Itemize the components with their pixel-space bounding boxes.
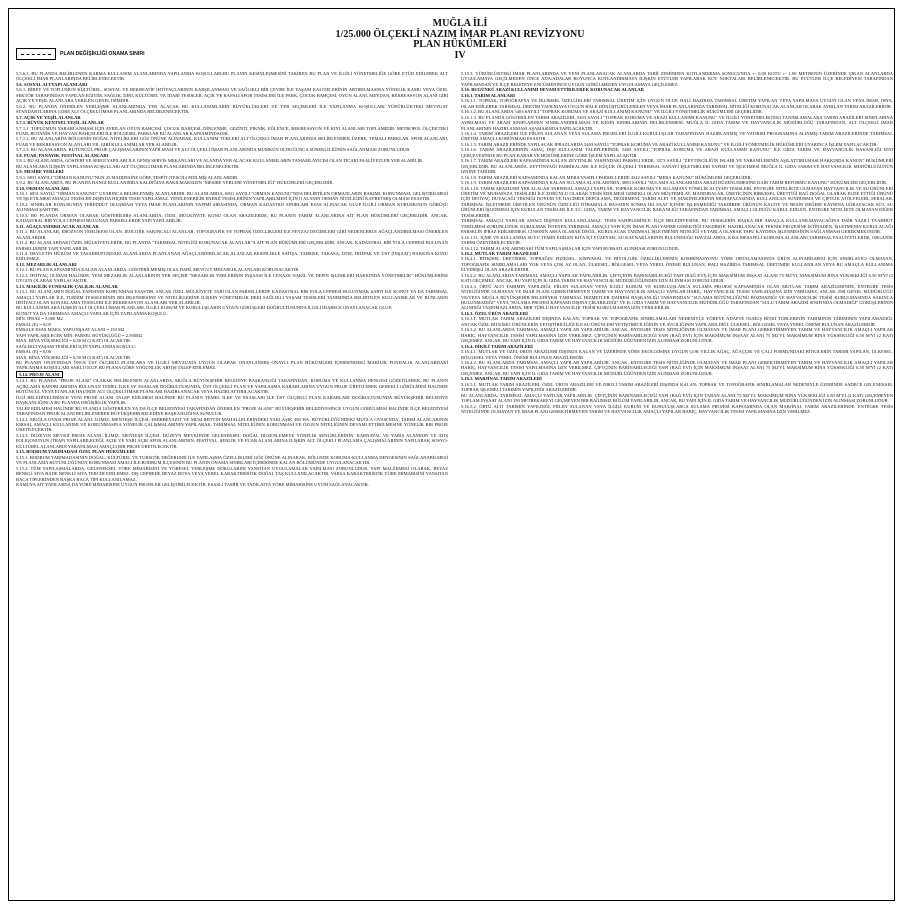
paragraph: 5.15.3. YÜRÜRLÜKTEKİ İMAR PLANLARINDA VE YENİ PLANLANACAK ALANLARDA TABİİ ZEMİNDEN KOTLANDIRMA SONUCUNDA +- 0.00 KOTU +- 1.00 METRENİN ÜZERİNDE ÇIKAN ALANLARDA UYGULAMAYA GEÇİLMEDEN ÖNCE ADA/ADALAR BOYUNCA KOTLANDIRMAYA İLİŞKİN ETÜTLER YAPILARAK KOT NOKTALARI BELİRLENECEKTİR. BU ETÜTLER İLÇE BELEDİYESİ TARAFINDAN YAPILMADAN VE İLÇE BELEDİYE ENCÜMENİNCE UYGUN GÖRÜLMEDEN UYGULAMAYA GEÇİLEMEZ.: [461, 71, 893, 87]
paragraph: 5.16.1.6. TARIM ARAZİLERİNİN AMAÇ DIŞI KULLANIM TALEPLERİNDE, 5403 SAYILI "TOPRAK KORUMA VE ARAZİ KULLANIMI KANUNU" İLE GIDA TARIM VE HAYVANCILIK BAKANLIĞI İZNİ ÇERÇEVESİNDE BU PLAN KARAR VE HÜKÜMLERİNE GÖRE İŞLEM YAPILACAKTIR.: [461, 147, 893, 158]
paragraph: 5.11.2. BU ALANLARDAKİ ÖZEL MÜLKİYETLERDE, BU PLANDA "TARIMSAL NİTELİĞİ KORUNACAK ALANLAR"A AİT PLAN HÜKÜMLERİ GEÇERLİDİR. ANCAK, KADASTRAL BİR YOLA CEPHESİ BULUNAN PARSELLERDE YAPI YAPILABİLİR.: [16, 240, 448, 251]
section-heading: 5.9. MESİRE YERLERİ: [16, 169, 64, 175]
paragraph: 5.16.1.11. İÇME VE KULLANMA SUYU TEMİN EDİLEN KITA İÇİ YÜZEYSEL SU KAYNAKLARININ BULUNDUĞU HAVZALARDA, KISA MESAFELİ KORUMA ALANLARI TARIMSAL FAALİYETLERDE, ORGANİK TARIM ÖZENDİRİLECEKTİR.: [461, 234, 893, 246]
section-heading: 5.16.1. TARIM ALANLARI: [461, 92, 516, 98]
paragraph: KAMUYA AİT YAPILARDA DA YÖRE MİMARİSİNE UYGUN PROJELER GELİŞTİRİLECEKTİR. ESASLI TAMİR VE TADİLATTA YÖRE MİMARİSİNE UYUM SAĞLANACAKTIR.: [16, 481, 369, 487]
paragraph: 5.16.2.2. BU ALANLARDA TARIMSAL AMAÇLI YAPILAR YAPILABİLİR. ÇİFTÇİNİN BARINABİLECEĞİ YAPI (BAĞ EVİ) İÇİN MAKSİMUM İNŞAAT ALANI 75 M2'Yİ, MAKSİMUM BİNA YÜKSEKLİĞİ 6.50 M'Yİ (2 KAT) GEÇEMEZ. ANCAK, BU YAPI İÇİN İL GIDA TARIM VE HAYVANCILIK MÜDÜRLÜĞÜNDEN İZİN ALINMASI ZORUNLUDUR.: [461, 272, 893, 284]
paragraph: SAĞLIKLI YAŞAM TESİSLERİ İÇİN YAPILANMA KOŞULU:: [16, 343, 136, 349]
section-heading: 5.16. BUGÜNKÜ ARAZİ KULLANIMI DEVAM ETTİRİLEREK KORUNACAK ALANLAR: [461, 87, 644, 93]
legend: [16, 48, 145, 60]
section-heading: 5.16.3. ÖZEL ÜRÜN ARAZİLERİ: [461, 310, 528, 316]
paragraph: 5.10.3. BU PLANDA ORMAN OLARAK GÖSTERİLMİŞ ALANLARDA, ÖZEL MÜLKİYETE KONU OLAN ARAZİLERDE, BU PLANIN TARIM ALANLARINA AİT PLAN HÜKÜMLERİ GEÇERLİDİR. ANCAK, KADASTRAL BİR YOLA CEPHESİ BULUNAN PARSELLERDE YAPI YAPILABİLİR.: [16, 212, 448, 224]
paragraph: 5.16.1.3. BU PLANDA GÖSTERİLEN TARIM ARAZİLERİ, 5403 SAYILI "TOPRAK KORUMA VE ARAZİ KULLANIMI KANUNU" VE İLGİLİ YÖNETMELİKTEKİ TANIMLAMALARA TARIM ARAZİLERİ SINIFLARINA AYRILMASI VE ARAZİ SINIFLARININ SINIRLANDIRILMASI VE KESİN SINIRLARININ BELİRLENMESİ, MUĞLA İL GIDA TARIM VE HAYVANCILIK MÜDÜRLÜĞÜ TARAFINDAN, ALT ÖLÇEKLİ İMAR PLANLARININ HAZIRLANMASI AŞAMASINDA YAPILACAKTIR.: [461, 114, 893, 131]
province-title: MUĞLA İLİ: [432, 18, 488, 29]
paragraph: 5.16.3.1. MUTLAK TARIM ARAZİLERİ DIŞINDA KALAN; TOPRAK VE TOPOGRAFİK SINIRLAMALARI NEDENİYLE YÖREYE ADAPTE OLMUŞ BİTKİ TÜRLERİNİN TARIMININ TARIMININ YAPILAMADIĞI, ANCAK ÖZEL BİTKİSEL ÜRÜNLERİN YETİŞTİRİCİLİĞİ İLE SU ÜRÜNLERİ YETİŞTİRİCİLİĞİNİN VE AVCILIĞININ YAPILABİLDİĞİ, ÜLKESEL, BÖLGESEL VEYA YEREL ÖNEMİ BULUNAN ARAZİLERDİR.: [461, 316, 893, 327]
paragraph: 5.11.3. DEVLETİN HÜKÜM VE TASARRUFUNDAKİ ALANLARDA PLANLANAN AĞAÇLANDIRILACAK ALANLAR KESİNLİKLE SATIŞA, TAHSİSE, TAKASA, İZNE, İRTİFAK VE ÜST (İNŞAAT) HAKKINA KONU EDİLEMEZ.: [16, 250, 448, 262]
paragraph: 5.9.2. BU ALANLARDA, BU PLANDA HANGİ KULLANIMDA KALDIĞINA BAKILMAKSIZIN "MESİRE YERLERİ YÖNETMELİĞİ" HÜKÜMLERİ GEÇERLİDİR.: [16, 180, 334, 186]
paragraph: 5.5.6.3. BU PLANDA BELİRLENEN KARMA KULLANIM ALANLARINDA YAPILANMA KOŞULLARI;BU PLANIN KESİNLEŞMESİNİ TAKİBEN BU PLAN VE İLGİLİ YÖNETMELİĞE GÖRE ETÜD EDİLEREK ALT ÖLÇEKLİ İMAR PLANLARINDA BELİRLENECEKTİR.: [16, 71, 448, 82]
page-header: [300, 19, 620, 61]
section-heading: 5.7. AÇIK VE YEŞİL ALANLAR: [16, 114, 81, 120]
paragraph: 5.16.5.2. ÖRTÜ ALTI TARIMIN YAPILDIĞI, FİİLEN SULANAN VEYA İLGİLİ KURUM VE KURULUŞLARCA SULAMA PROJESİ KAPSAMINDA OLAN MARJİNAL TARIM ARAZİLERİNDE, ENTEGRE TESİS NİTELİĞİNDE OLMAYAN VE İMAR PLANI GEREKTİRMEYEN TARIM VE HAYVANCILIK AMAÇLI YAPILAR HARİÇ, HAYVANCILIK TESİSİ YAPILMASINA İZİN VERİLMEZ.: [461, 403, 893, 415]
section-heading: 5.16.5. MARJİNAL TARIM ARAZİLERİ: [461, 376, 542, 382]
paragraph: 5.16.4.1. MUTLAK VE ÖZEL ÜRÜN ARAZİLERİ DIŞINDA KALAN VE ÜZERİNDE YÖRE EKOLOJİSİNE UYGUN ÇOK YILLIK AĞAÇ, AĞAÇÇIK VE ÇALI FORMUNDAKİ BİTKİLERİN TARIMI YAPILAN, ÜLKESEL, BÖLGESEL VEYA YEREL ÖNEMİ BULUNAN ARAZİLERDİR.: [461, 349, 893, 360]
section-heading: 5.10. ORMAN ALANLARI: [16, 185, 70, 191]
paragraph: TALEP EDİLMESİ HALİNDE BU PLANDA GÖSTERİLEN YA DA İLÇE BELEDİYESİ TARAFINDAN ÖNERİLEN "PROJE ALANI" BÜYÜKŞEHİR BELEDİYESİNCE UYGUN GÖRÜLMESİ HALİNDE İLÇE BELEDİYESİ TARAFINDAN PROJE ALANI BELİRLENEREK BÜYÜKŞEHİR BELEDİYE BAŞKANLIĞINA SUNULUR.: [16, 405, 448, 417]
paragraph: YAPI YAPILABİLECEK MİN. PARSEL BÜYÜKLÜĞÜ = 2.500M2: [16, 332, 143, 338]
paragraph: EMSAL (E) = 0,05: [16, 321, 51, 327]
paragraph: 5.16.1.1. TOPRAK, TOPOĞRAFYA VE İKLİMSEL ÖZELLİKLERİ TARIMSAL ÜRETİM İÇİN UYGUN OLUP, HALİ HAZIRDA TARIMSAL ÜRETİM YAPILAN VEYA YAPILMAYA UYGUN OLAN VEYA İMAR, İHYA, ISLAH EDİLEREK TARIMSAL ÜRETİM YAPILMAYA UYGUN HALE DÖNÜŞTÜRÜLEBİLEN VEYA İMAR PLANLARINDA TARIMSAL NİTELİĞİ KORUNACAK ALANLAR OLARAK AYRILAN TARIM ARAZİLERİDİR.: [461, 98, 893, 109]
plan-title: 1/25.000 ÖLÇEKLİ NAZIM İMAR PLANI REVİZYONU: [335, 28, 585, 40]
paragraph: 5.16.2.1. BİTKİSEL ÜRETİMDE, TOPRAĞIN FİZİKSEL, KİMYASAL VE BİYOLOJİK ÖZELLİKLERİNİN KOMBİNASYONU YÖRE ORTALAMASINDA ÜRÜN ALINABİLMESİ İÇİN SINIRLAYICI OLMAYAN, TOPOĞRAFİK SINIRLAMALARI YOK VEYA ÇOK AZ OLAN, ÜLKESEL, BÖLGESEL VEYA YEREL ÖNEMİ BULUNAN, HALİ HAZIRDA TARIMSAL ÜRETİMDE KULLANILAN VEYA BU AMAÇLA KULLANIMA ELVERİŞLİ OLAN ARAZİLERDİR.: [461, 256, 893, 273]
paragraph: 5.13.1. BU ALANLARIN DOĞAL YAPISININ KORUNMASI ESASTIR. ANCAK ÖZEL MÜLKİYETE TABİ OLAN PARSELLERDE KADASTRAL BİR YOLA CEPHESİ BULUNMAK ŞARTI İLE KONUT YA DA TARIMSAL AMAÇLI YAPILAR İLE, TURİZM TESİSLERİNİN BELİRLENMESİNE VE NİTELİKLERİNE İLİŞKİN YÖNETMELİK DEKİ SAĞLIKLI YAŞAM TESİSLERİ TANIMINDA BELİRTİLEN KULLANIMLAR VE BUNLARIN İHTİYACI OLAN KONAKLAMA TESİSLERİ İLE REKREASYON ALANLARI YER ALABİLİR.: [16, 289, 448, 306]
paragraph: MİN. İFRAZ = 5.000 M2: [16, 316, 63, 322]
paragraph: BU KULLANIMLARA İLİŞKİN ALT ÖLÇEKLİ İMAR PLANLARI, İLGİLİ KURUM VE KURULUŞLARIN UYGUN GÖRÜŞLERİ DOĞRULTUSUNDA İLGİLİ İDARECE ONAYLANACAK OLUP;: [16, 305, 393, 311]
paragraph: 5.16.2.3. ÖRTÜ ALTI TARIMIN YAPILDIĞI, FİİLEN SULANAN VEYA İLGİLİ KURUM VE KURULUŞLARCA SULAMA PROJESİ KAPSAMINDA OLAN MUTLAK TARIM ARAZİLERİNDE, ENTEGRE TESİS NİTELİĞİNDE OLMAYAN VE İMAR PLANI GEREKTİRMEYEN TARIM VE HAYVANCILIK AMAÇLI YAPILAR HARİÇ, HAYVANCILIK TESİSİ YAPILMASINA İZİN VERİLMEZ. ANCAK, DSİ GENEL MÜDÜRLÜĞÜ VE/VEYA MUĞLA BÜYÜKŞEHİR BELEDİYESİ TARIMSAL HİZMETLER DAİRESİ BAŞKANLIĞI TARAFINDAN "SULAMA BÜTÜNLÜĞÜNÜ BOZMADIĞI VE HAYVANCILIK TESİSİ KURULMASINDA SAKINCA BULUNMADIĞI" VEYA "SULAMA PROJESİ KAPSAMI DIŞINA ÇIKARILDIĞI" VE İL GIDA TARIM VE HAYVANCILIK MÜDÜRLÜĞÜ TARAFINDAN "SULU TARIM ARAZİSİ SINIFINDA OLMADIĞI" GÖRÜŞLERİNİN ALINDIĞI TAŞINMAZLARDA, HER TÜRLÜ HAYVANCILIK TESİSİ KURULMASINA İZİN VERİLEBİLİR.: [461, 283, 893, 311]
paragraph: 5.12.1. BU PLAN KAPSAMINDA KALAN ALANLARDA, GÖSTERİLMEMİŞ OLSA DAHİ, MEVCUT MEZARLIK ALANLARI KORUNACAKTIR.: [16, 267, 300, 273]
paragraph: 5.6.1. BİREY VE TOPLUMUN KÜLTÜREL, SOSYAL VE REKREATİF İHTİYAÇLARININ KARŞILANMASI VE SAĞLIKLI BİR ÇEVRE İLE YAŞAM KALİTELERİNİN ARTIRILMASINA YÖNELİK KAMU VEYA ÖZEL SEKTÖR TARAFINDAN YAPILAN EĞİTİM, SAĞLIK, DİNİ, KÜLTÜREL VE İDARİ TESİSLER, AÇIK VE KAPALI SPOR TESİSLERİ İLE PARK, ÇOCUK BAHÇESİ, OYUN ALANI, MEYDAN, REKREASYON ALANI GİBİ AÇIK VE YEŞİL ALANLARA VERİLEN GENEL İSİMDİR.: [16, 87, 448, 104]
paragraph: 5.16.1.9. TARIM ARAZİLERİ KAPSAMINDA KALAN SULAMA ALANLARINDA, 3083 SAYILI "SULAMA ALANLARINDA ARAZİ DÜZENLEMESİNE DAİR TARIM REFORMU KANUNU" HÜKÜMLERİ GEÇERLİDİR.: [461, 180, 888, 186]
paragraph: TARIMSAL AMAÇLI YAPILAR AMACI DIŞINDA KULLANILAMAZ. TESİS SAHİPLERİNCE, İLÇE BELEDİYESİNE, BU TESİSLERİN BAŞKA BİR AMAÇLA KULLANILMAYACAĞINA DAİR YAZILI TAAHHÜT VERİLMESİ ZORUNLUDUR. KURULMAK İSTENEN TARIMSAL AMAÇLI YAPI İÇİN İMAR PLANI YAPIMI GEREKTİĞİ TAKDİRDE, HAZIRLANACAK TEKNİK PROJESİNE İSTİNADEN, İŞLETMENİN KURULACAĞI PARSELİN İFRAZ EDİLMEMESİ, CİNSİNİN ARSA OLARAK DEĞİL, KURULACAK TARIMSAL İŞLETMENİN NİTELİĞİ VE TARLA OLARAK TAPU KAYDINA İŞLENMESİNİN SAĞLANMASI GEREKMEKTEDİR.: [461, 218, 893, 235]
paragraph: 5.16.1.12. TARIM ALANLARINDAKİ TÜM YAPILAŞMALAR İÇİN YAPI RUHSATI ALINMASI ZORUNLUDUR.: [461, 245, 680, 251]
paragraph: 5.6.2. BU PLANDA ÖNERİLEN YERLEŞME ALANLARINDA YER ALACAK BU KULLANIMLARIN BÜYÜKLÜKLERİ VE YER SEÇİMLERİ İLE YAPILANMA KOŞULLARI YÜRÜRLÜKTEKİ MEVZUAT STANDARTLARINA GÖRE ALT ÖLÇEKLİ İMAR PLANLARINDA BELİRLENECEKTİR.: [16, 103, 448, 115]
paragraph: 5.9.1. 6831 SAYILI "ORMAN KANUNU"NUN 25 MADDESİNE GÖRE TESPİT (TESCİL) EDİLMİŞ ALANLARDIR.: [16, 174, 239, 180]
paragraph: 5.16.1.10. TARIM ARAZİLERİ YER ALACAK TARIMSAL AMAÇLI YAPILAR, TOPRAK KORUMA VE SULAMAYA YÖNELİK ALTYAPI TESİSLERİ, ENTEGRE NİTELİKTE OLMAYAN HAYVANCILIK VE SU ÜRÜNLERİ ÜRETİM VE MUHAFAZA TESİSLERİ İLE ZORUNLU OLARAK TESİS EDİLMESİ GEREKLİ OLAN MÜŞTEMİLAT, MANDIRALAR, ÜRETİCİNİN BİRKESEL ÜRETTİĞİ BAĞ DOĞAL OLARAK ELDE ETTİĞİ ÜRÜNÜ İÇİN İHTİYAÇ DUYACAĞI TEKNİĞİ DOYUM VE HACİMDE DEPOLAMA, DEĞİRMENİ, TARIM ALET VE MAKİNELERİNİN MUHAFAZASINDA KULLANILAN SUNDURMA VE ÇİFTLİK ATÖLYELERİ, SERALAR, TARIMSAL İŞLETMEDE ÜRETİLEN ÜRÜNÜN ÖZELLİĞİ İTİBARIYLA HASADIN SONRA İKİ SAAT İÇİNDE İŞLENMEDİĞİ TAKDİRDE ÜRÜNÜN KALİTE VE BESİN DEĞERİ KAYBINA UĞRAYACAK SÜT, SU ÜRÜNLERİ İŞLENMESİ İÇİN KURULAN TESİSLER İLE T.C. GIDA, TARIM VE HAYVANCILIK BAKANLIĞI TARAFINDAN TARIMSAL AMAÇLI OLDUĞU KABUL EDİLEN, ENTEGRE NİTELİKTE OLMAYAN DİĞER TESİSLERDİR.: [461, 185, 893, 218]
plan-subtitle: PLAN HÜKÜMLERİ: [413, 39, 507, 50]
paragraph: 5.12.2. İHTİYAÇ OLMASI HALİNDE, YENİ MEZARLIK ALANLARININ YER SEÇİMİ "MEZARLIK YERLERİNİN İNŞAASI İLE CENAZE NAKİL VE DEFİN İŞLEMLERİ HAKKINDA YÖNETMELİK" HÜKÜMLERİNE UYGUN OLARAK YAPILACAKTIR.: [16, 272, 448, 284]
left-column: [16, 71, 448, 897]
paragraph: İLGİ BELEDİYELERİNCE YENİ PROJE ALANI TALEP EDİLMESİ HALİNDE BU PLANIN TEMEL İLKE VE ESASLARI İLE ÜST ÖLÇEKLİ PLAN KARARLARI DOĞRULTUSUNDA BÜYÜKŞEHİR BELEDİYE BAŞKANLIĞINCA BU PLANDA DEĞİŞİKLİK YAPILIR.: [16, 394, 448, 406]
paragraph: 5.16.4.2. BU ALANLARDA TARIMSAL AMAÇLI YAPILAR YAPILABİLİR. ANCAK, ENTEGRE TESİS NİTELİĞİNDE OLMAYAN VE İMAR PLANI GEREKTİRMEYEN TARIM VE HAYVANCILIK AMAÇLI YAPILAR HARİÇ, HAYVANCILIK TESİSİ YAPILMASINA İZİN VERİLMEZ. ÇİFTÇİNİN BARINABİLECEĞİ YAPI (BAĞ EVİ) İÇİN MAKSİMUM İNŞAAT ALANI 75 M2'Yİ, MAKSİMUM BİNA YÜKSEKLİĞİ 6.50 M'Yİ (2 KAT) GEÇEMEZ. ANCAK, BU YAPI İÇİN İL GIDA TARIM VE HAYVANCILIK MÜDÜRLÜĞÜNDEN İZİN ALINMASI ZORUNLUDUR.: [461, 360, 893, 376]
legend-label: PLAN DEĞİŞİKLİĞİ ONAMA SINIRI: [60, 51, 145, 57]
paragraph: 5.15.1. BODRUM YARIMADASININ DOĞAL, KÜLTÜREL VE TURİSTİK DEĞERLERİ İLE YAPILAŞMA ÖZELLİKLERİ GÖZ ÖNÜNE ALINARAK, BÖLGEDE KORUMA-KULLANMA DENGESİNİN SAĞLANABİLMESİ VE PLANLAMA BÜTÜNLÜĞÜNÜN KORUNMASI AMACI İLE BODRUM İLÇESİNİN BU PLANIN ONAMA SINIRLARI İÇERİSİNDE KALAN BÖLÜMÜNDE UYGULANACAKTIR.: [16, 454, 448, 466]
paragraph: 5.14.1. BU PLANDA "PROJE ALANI" OLARAK BELİRLENEN ALANLARDA, MUĞLA BÜYÜKŞEHİR BELEDİYE BAŞKANLIĞI TARAFINDAN, KORUMA VE KULLANMA DENGESİ GÖZETİLEREK, BU PLANIN AÇIKLAMA RAPORLARINDA BULUNAN TEMEL İLKE VE ESASLAR DOĞRULTUSUNDA, ÜST ÖLÇEKLİ PLAN VE YAPILAŞMA KARARLARINA UYGUN PROJE ÜRETİLEREK GEREKLİ GÖRÜLMESİ HALİNDE BÜTÜNCÜL VEYA ETAPLAR HALİNDE ALT ÖLÇEKLİ İMAR PLANLARI HAZIRLANACAK VEYA HAZIRLATTIRILACAKTIR.: [16, 378, 448, 395]
section-heading: 5.15. BODRUM YARIMADASI ÖZEL PLAN HÜKÜMLERİ: [16, 449, 135, 455]
paragraph: 5.16.1.5. TARIM ARAZİLERİNDE YAPILACAK İFRAZLARDA 5403 SAYILI "TOPRAK KORUMA VE ARAZİ KULLANIMI KANUNU" VE İLGİLİ YÖNETMELİK HÜKÜMLERİ UYARINCA İŞLEM YAPILACAKTIR.: [461, 141, 878, 147]
paragraph: 5.14.3. DÜZEYIN MEVKİİ PROJE ALANI: İLİMİZ, MENTEŞE İLÇESİ, DÜZEYN MEVKİİNDE GELENEKSEL DOĞAL DÜZENLEMEYE YÖNELİK ŞENLİKLERİNİN, KARNAVAL VE YARIŞ ALANININ VE ATIŞ POLİGONUNUN (TRAP) YAPILABİLECEĞİ, AÇIK VE YARI AÇIK SPOR ALANLARININ, FESTİVAL, ŞENLİK VE FUAR ALANLARINA İLİŞKİN ALT ÖLÇEKLİ PLANLAMA ÇALIŞMALARININ YAPILARAK SOSYO-KÜLTÜREL ALANLARIN YARATILMASI AMAÇLI BİR PROJE ÜRETİLECEKTİR.: [16, 432, 448, 449]
paragraph: MAX. BİNA YÜKSEKLİĞİ = 6,50 M (2 KAT) OLACAKTIR.: [16, 338, 132, 344]
section-heading: 5.7.1. BÜYÜK KENTSEL YEŞİL ALANLAR: [16, 120, 104, 126]
boxed-heading: 5.14. PROJE ALANI: [16, 371, 63, 378]
right-column: [461, 71, 893, 897]
paragraph: 5.10.1. 6831 SAYILI "ORMAN KANUNU" UYARINCA BELİRLENMİŞ ALANLARDIR. BU ALANLARDA, 6831 SAYILI "ORMAN KANUNU"NDA BELİRTİLEN ORMANLARIN BAKIMI, KORUNMASI, GELİŞTİRİLMESİ VE İŞLETİLMESİ AMAÇLI TESİSLER DIŞINDA HİÇBİR TESİS YAPILAMAZ. YENİLENEBİLİR ENERJİ TESİSLERİNİN YAPILABİLMESİ İÇİN O ALANIN ORMAN NİTELİĞİNİ KAYBETMİŞ OLMASI ESASTIR.: [16, 190, 448, 202]
paragraph: 5.7.1.2. BU ALANLARDA BÖLGENİN DOĞAL NİTELİKLERİ GÖZ ÖNÜNE ALINARAK, KULLANIM TÜRLERİ ALT ÖLÇEKLİ İMAR PLANLARINDA BELİRLENMEK ÜZERE, TEMALI PARKLAR, SPOR ALANLARI, FUAR VE REKREASYON ALANLARI VB. GİBİ KULLANIMLAR YER ALABİLİR.: [16, 136, 448, 147]
section-heading: [16, 371, 448, 378]
paragraph: BU ALANLARA İLİŞKİN YAPILANMA KOŞULLARI ALT ÖLÇEKLİ İMAR PLANLARINDA BELİRLENECEKTİR.: [16, 163, 240, 169]
paragraph: 5.7.1.1. TOPLUMUN YARARLANMASI İÇİN AYRILAN OYUN BAHÇESİ, ÇOCUK BAHÇESİ, DİNLENME, GEZİNTİ, PİKNİK, EĞLENCE, REKREASYON VE KIYI ALANLARI TOPLAMIDIR. METROPOL ÖLÇEKTEKİ FUAR, BOTANİK VE HAYVAN BAHÇELERİ İLE BÖLGESEL PARKLAR BU ALANLAR KAPSAMINDADIR.: [16, 125, 448, 136]
paragraph: BU ALANLARDA; TARIMSAL AMAÇLI YAPILAR YAPILABİLİR. ÇİFTÇİNİN BARINABİLECEĞİ YAPI (BAĞ EVİ) İÇİN TABAN ALANI 75 M2'Yİ, MAKSİMUM BİNA YÜKSEKLİĞİ 6.50 M'Yİ (2 KAT) GEÇEMEYEN TOPLAM İNŞAAT ALANI 150 METREKAREYİ GEÇMEYEN BİR BAĞIMSIZ BÖLÜM YAPILABİLİR. ANCAK, BU YAPI İÇİN İL GIDA TARIM VE HAYVANCILIK MÜDÜRLÜĞÜNDEN İZİN ALINMASI ZORUNLUDUR.: [461, 392, 893, 404]
paragraph: 5.16.3.2. BU ALANLARDA TARIMSAL AMAÇLI YAPILAR YAPILABİLİR. ANCAK, ENTEGRE TESİS NİTELİĞİNDE OLMAYAN VE İMAR PLANI GEREKTİRMEYEN TARIM VE HAYVANCILIK AMAÇLI YAPILAR HARİÇ, HAYVANCILIK TESİSİ YAPILMASINA İZİN VERİLMEZ. ÇİFTÇİNİN BARINABİLECEĞİ YAPI (BAĞ EVİ) İÇİN MAKSİMUM İNŞAAT ALANI 75 M2'Yİ, MAKSİMUM BİNA YÜKSEKLİĞİ 6.50 M'Yİ (2 KAT) GEÇEMEZ. ANCAK, BU YAPI İÇİN İL GIDA TARIM VE HAYVANCILIK MÜDÜRLÜĞÜNDEN İZİN ALINMASI ZORUNLUDUR.: [461, 327, 893, 344]
section-heading: 5.13. MAKİLİK-FUNDALIK-ÇALILIK ALANLAR: [16, 283, 118, 289]
dashed-line-icon: [16, 48, 56, 60]
paragraph: 5.10.2. SINIRLAR KONUSUNDA TEREDDÜT OLUŞMASI VEYA İMAR PLANLARININ YAPIMI SIRASINDA, ORMAN KADASTRO SINIRLARI ESAS ALINACAK OLUP İLGİLİ ORMAN KURUMUNUN GÖRÜŞÜ ALINMASI ŞARTTIR.: [16, 201, 448, 213]
section-heading: 5.6. SOSYAL ALTYAPI ALANLARI: [16, 81, 88, 87]
paragraph: 5.16.1.2. BU ALANLARDA 5403 SAYILI "TOPRAK KORUMA VE ARAZİ KULLANIMI KANUNU" VE İLGİLİ YÖNETMELİK HÜKÜMLERİ GEÇERLİDİR.: [461, 109, 763, 115]
section-heading: 5.11. AĞAÇLANDIRILACAK ALANLAR: [16, 223, 99, 229]
page-section-number: IV: [454, 49, 466, 61]
section-heading: 5.12. MEZARLIK ALANLARI: [16, 261, 77, 267]
paragraph: 5.14.2. MUĞLA OVASI PROJE ALANI: İLİMİZ, MENTEŞE İLÇESİ; EMİRBEYAZIT VE MUSLIHITTİN MAHALLELERİNDEKİ YAKLAŞIK 490 HA. BÜYÜKLÜĞÜNDEKİ MUĞLA OVASI'NDA, TARIM ALANLARININ KIRSAL AMAÇLI KULLANIMI VE KORUNMASINA YÖNELİK ÇALIŞMALARININ YAPILARAK, TARIMSAL NİTELİĞİNİN KORUNMASI VE ÖZGÜN NİTELİĞİNİN DEVAMI ETTİRİLMESİNE YÖNELİK BİR PROJE ÜRETİLECEKTİR.: [16, 416, 448, 433]
section-heading: 5.16.2. MUTLAK TARIM ARAZİLERİ: [461, 250, 539, 256]
section-heading: 5.8. FUAR, PANAYIR, FESTİVAL ALANLARI: [16, 152, 109, 158]
paragraph: 5.11.1. BU ALANLAR, EROZYON TEHLİKESİ OLAN, JEOLOJİK SAKINCALI ALANLAR, TOPOGRAFİK VE TOPRAK ÖZELLİKLERİ İLE PEYZAJ DEĞERLERİ GİBİ NEDENLERLE AĞAÇLANDIRILMASI ÖNERİLEN ALANLARDIR.: [16, 229, 448, 240]
paragraph: 5.15.2. TÜM YAPILAŞMALARDA, GELENEKSEL YÖRE MİMARİSİNİ VE YÖRESEL YERLEŞME DOKULARINI YANSITAN UYGULAMALAR YAPILMASI ZORUNLUDUR. YAPI MALZEMESİ OLARAK, BEYAZ RENKLİ SIVA BADE RENKLİ SIVA TERCİH EDİLEMEZ. DIŞ CEPHEDE BEYAZ BOYA VEYA YEREL KARAKTERİSTİK DOĞAL TAŞ KULLANILACAKTIR. VARSA KARAKTERİSTİK YÖRE MİMARİSİNİ YANSITAN BACA TİPLERİNDEN BAŞKA BACA TİPİ KULLANILAMAZ.: [16, 465, 448, 482]
paragraph: KONUT YA DA TARIMSAL AMAÇLI YAPILAR İÇİN YAPILANMA KOŞULU:: [16, 310, 168, 316]
paragraph: MAX. BİNA YÜKSEKLİĞİ = 6,50 M (2 KAT) OLACAKTIR.: [16, 354, 132, 360]
paragraph: 5.8.1. BU ALANLARDA, GÖSTERİ VE SERGİ YAPILARI İLE GENİŞ SERVİS MEKANLARI VE ALANDA YER ALACAK KULLANIMLARIN TAMAMLAYICISI OLAN TİCARİ FAALİYETLER YER ALABİLİR.: [16, 158, 424, 164]
paragraph: 5.16.5.1. MUTLAK TARIM ARAZİLERİ, ÖZEL ÜRÜN ARAZİLERİ VE DİKİLİ TARIM ARAZİLERİ DIŞINDA KALAN, TOPRAK VE TOPOĞRAFİK SINIRLAMALAR NEDENİYLE ÜZERİNDE SADECE GELENEKSEL TOPRAK İŞLEMELİ TARIMIN YAPILDIĞI ARAZİLERDİR.: [461, 381, 893, 393]
paragraph: 5.7.1.3. BU ALANLARDA, BÜTÜNCÜL PROJE ÇALIŞMALARININ YAPILMASI VE ALT ÖLÇEKLİ İMAR PLANLARINDA MÜMKÜN OLDUĞUNCA SÜREKLİLİĞİNİN SAĞLANMASI ZORUNLUDUR.: [16, 147, 411, 153]
paragraph: EMSAL (E) = 0,06: [16, 349, 51, 355]
paragraph: EMSALE ESAS MAKS. YAPI İNŞAAT ALANI = 150 M2: [16, 327, 125, 333]
section-heading: 5.16.4. DİKİLİ TARIM ARAZİLERİ: [461, 343, 533, 349]
paragraph: 5.16.1.7. TARIM ARAZİLERİ KAPSAMINDA KALAN ZEYTİNLİK VASFINDAKİ PARSELLERDE, 3573 SAYILI "ZEYTİNCİLİĞİN ISLAHI VE YABANİLERİNİN AŞILATTIRILMASI HAKKINDA KANUN" HÜKÜMLERİ GEÇERLİDİR. BU ALANLARDA, ZEYTİNYAĞI FABRİKALARI İLE KÜÇÜK ÖLÇEKLİ TARIMSAL SANAYİ İŞLETMELERİ YAPIMI VE İŞLETMESİ MUĞLA İL GIDA TARIM VE HAYVANCILIK MÜDÜRLÜĞÜNÜN İZNİNE TABİDİR.: [461, 158, 893, 175]
paragraph: BU PLANIN ONAYINDAN ÖNCE ÜST ÖLÇEKLİ PLANLARA VE İLGİLİ MEVZUATA UYGUN OLARAK ONAYLANMIŞ ONAYLI PLAN HÜKÜMLERİ İÇERİSİNDEKİ MAKİLİK FUNDALIK ALANLARDAKİ YAPILANMA KOŞULLARI SAKLI OLUP, BU PLANA GÖRE YOĞUNLUK ARTIŞI TALEP EDİLEMEZ.: [16, 360, 448, 371]
paragraph: 5.16.1.4. TARIM ARAZİLERİ İLE FİİLEN SULANAN VEYA SULAMA PROJELERİ İLGİLİ KURULUŞLAR TARAFINDAN HAZIRLANMIŞ VE YATIRIM PROGRAMINA ALINMIŞ TARIM ARAZİLERİNDE TARIMSAL ÜRETİM AMAÇLI KORUNMASI ESASTIR.: [461, 130, 893, 142]
paragraph: 5.16.1.8. TARIM ARAZİLERİ KAPSAMINDA KALAN MERA VASIFLI PARSELLERDE 4342 SAYILI "MERA KANUNU" HÜKÜMLERİ GEÇERLİDİR.: [461, 174, 752, 180]
